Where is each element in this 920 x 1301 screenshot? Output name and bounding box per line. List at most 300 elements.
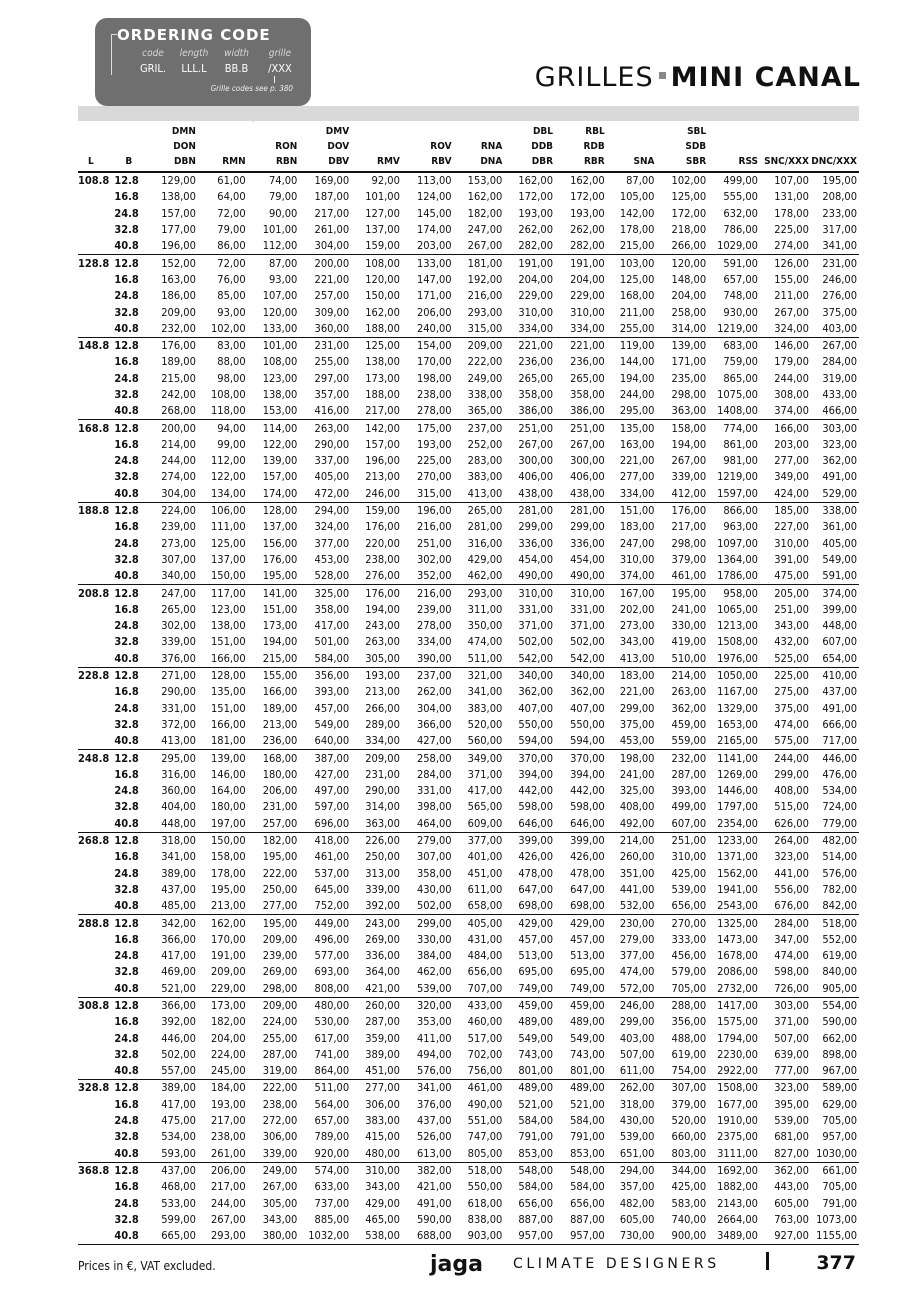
price-cell: 273,00 bbox=[161, 536, 196, 550]
price-cell: 575,00 bbox=[760, 733, 811, 750]
price-cell: 589,00 bbox=[822, 1081, 857, 1095]
price-cell: 430,00 bbox=[619, 1114, 655, 1128]
price-cell: 453,00 bbox=[314, 552, 350, 566]
table-row bbox=[78, 189, 859, 205]
table-row bbox=[78, 1212, 859, 1228]
width-cell: 16.8 bbox=[114, 850, 139, 864]
price-cell: 281,00 bbox=[467, 520, 503, 534]
price-cell: 887,00 bbox=[518, 1212, 554, 1226]
price-cell: 144,00 bbox=[619, 355, 655, 369]
price-cell: 157,00 bbox=[365, 437, 400, 451]
length-cell bbox=[78, 1146, 111, 1163]
price-cell: 743,00 bbox=[518, 1047, 554, 1061]
price-cell: 267,00 bbox=[211, 1212, 246, 1226]
price-cell: 182,00 bbox=[467, 206, 503, 220]
price-cell: 341,00 bbox=[161, 850, 196, 864]
width-cell: 40.8 bbox=[111, 1228, 143, 1245]
price-cell: 217,00 bbox=[211, 1180, 246, 1194]
price-cell: 263,00 bbox=[314, 421, 350, 435]
price-cell: 218,00 bbox=[671, 223, 707, 237]
price-cell: 232,00 bbox=[143, 321, 198, 338]
price-cell: 129,00 bbox=[161, 174, 196, 188]
table-row bbox=[78, 997, 859, 1014]
price-cell: 265,00 bbox=[518, 371, 554, 385]
price-cell: 166,00 bbox=[211, 717, 246, 731]
column-header-line: RSS bbox=[738, 156, 758, 167]
price-cell: 311,00 bbox=[467, 602, 503, 616]
price-cell: 106,00 bbox=[211, 504, 246, 518]
price-cell: 413,00 bbox=[454, 486, 505, 503]
price-cell: 225,00 bbox=[416, 454, 452, 468]
length-cell: 108.8 bbox=[78, 174, 110, 188]
price-cell: 202,00 bbox=[619, 602, 655, 616]
ordering-value-code: GRIL. bbox=[139, 62, 167, 75]
column-header-line: DBN bbox=[174, 156, 196, 167]
price-cell: 194,00 bbox=[619, 371, 655, 385]
price-cell: 759,00 bbox=[723, 355, 758, 369]
column-header-line: SNA bbox=[633, 156, 655, 167]
table-row bbox=[78, 915, 859, 932]
price-cell: 166,00 bbox=[774, 421, 809, 435]
price-cell: 188,00 bbox=[365, 388, 400, 401]
width-cell: 24.8 bbox=[114, 784, 139, 798]
price-cell: 158,00 bbox=[211, 850, 246, 864]
ordering-value-length: LLL.L bbox=[181, 62, 207, 75]
price-cell: 213,00 bbox=[262, 717, 298, 731]
price-cell: 1219,00 bbox=[717, 470, 758, 484]
price-cell: 154,00 bbox=[416, 339, 452, 353]
price-cell: 319,00 bbox=[248, 1063, 300, 1080]
column-header bbox=[708, 124, 760, 172]
length-cell: 308.8 bbox=[78, 998, 110, 1012]
price-cell: 376,00 bbox=[143, 651, 198, 668]
price-cell: 370,00 bbox=[570, 751, 605, 765]
price-cell: 162,00 bbox=[467, 190, 503, 204]
table-row bbox=[78, 1014, 859, 1030]
price-cell: 517,00 bbox=[467, 1031, 503, 1045]
price-cell: 1097,00 bbox=[717, 536, 758, 550]
price-cell: 468,00 bbox=[161, 1180, 196, 1194]
table-row bbox=[78, 832, 859, 849]
price-cell: 295,00 bbox=[161, 751, 196, 765]
price-cell: 200,00 bbox=[161, 421, 196, 435]
price-cell: 123,00 bbox=[211, 602, 246, 616]
width-cell: 24.8 bbox=[114, 866, 139, 880]
column-header-line: RBL bbox=[585, 126, 605, 137]
length-cell bbox=[78, 618, 111, 634]
price-cell: 269,00 bbox=[365, 932, 400, 946]
price-cell: 113,00 bbox=[416, 174, 452, 188]
price-cell: 169,00 bbox=[314, 174, 350, 188]
width-cell: 16.8 bbox=[114, 272, 139, 286]
price-cell: 267,00 bbox=[822, 339, 857, 353]
ordering-tick bbox=[274, 76, 275, 83]
price-cell: 171,00 bbox=[671, 355, 707, 369]
price-cell: 366,00 bbox=[416, 717, 452, 731]
price-cell: 197,00 bbox=[198, 816, 248, 833]
price-cell: 461,00 bbox=[467, 1081, 503, 1095]
price-cell: 209,00 bbox=[365, 751, 400, 765]
price-cell: 406,00 bbox=[570, 470, 605, 484]
price-cell: 334,00 bbox=[416, 635, 452, 649]
price-cell: 191,00 bbox=[518, 256, 554, 270]
price-cell: 398,00 bbox=[416, 800, 452, 814]
price-cell: 318,00 bbox=[619, 1097, 655, 1111]
price-cell: 64,00 bbox=[217, 190, 246, 204]
column-header-line: DBL bbox=[532, 126, 554, 137]
price-cell: 461,00 bbox=[314, 850, 350, 864]
table-row bbox=[78, 701, 859, 717]
column-header-line: SBR bbox=[685, 156, 707, 167]
price-cell: 853,00 bbox=[555, 1146, 607, 1163]
price-cell: 72,00 bbox=[217, 206, 246, 220]
price-cell: 170,00 bbox=[416, 355, 452, 369]
price-cell: 681,00 bbox=[774, 1130, 809, 1144]
price-cell: 114,00 bbox=[262, 421, 298, 435]
price-cell: 383,00 bbox=[365, 1114, 400, 1128]
price-cell: 957,00 bbox=[555, 1228, 607, 1245]
price-cell: 250,00 bbox=[365, 850, 400, 864]
price-cell: 306,00 bbox=[365, 1097, 400, 1111]
price-cell: 139,00 bbox=[211, 751, 246, 765]
price-cell: 271,00 bbox=[161, 669, 196, 683]
price-cell: 749,00 bbox=[504, 981, 555, 998]
column-header-line: RMN bbox=[222, 156, 246, 167]
price-cell: 448,00 bbox=[822, 619, 857, 633]
price-cell: 539,00 bbox=[671, 882, 707, 896]
width-cell: 40.8 bbox=[111, 733, 143, 750]
price-cell: 177,00 bbox=[161, 223, 196, 237]
price-cell: 461,00 bbox=[656, 568, 708, 585]
price-cell: 277,00 bbox=[248, 898, 300, 915]
price-cell: 204,00 bbox=[671, 289, 707, 303]
price-cell: 441,00 bbox=[619, 882, 655, 896]
price-cell: 267,00 bbox=[671, 454, 707, 468]
price-cell: 163,00 bbox=[619, 437, 655, 451]
column-header bbox=[454, 124, 505, 172]
price-cell: 459,00 bbox=[518, 998, 554, 1012]
price-cell: 611,00 bbox=[607, 1063, 657, 1080]
price-cell: 182,00 bbox=[211, 1015, 246, 1029]
price-cell: 247,00 bbox=[467, 223, 503, 237]
length-cell bbox=[78, 354, 111, 370]
price-cell: 334,00 bbox=[607, 486, 657, 503]
price-cell: 382,00 bbox=[416, 1163, 452, 1177]
price-cell: 412,00 bbox=[656, 486, 708, 503]
price-cell: 238,00 bbox=[262, 1097, 298, 1111]
price-cell: 181,00 bbox=[467, 256, 503, 270]
price-cell: 108,00 bbox=[365, 256, 400, 270]
price-cell: 803,00 bbox=[656, 1146, 708, 1163]
price-cell: 313,00 bbox=[365, 866, 400, 880]
length-cell: 208.8 bbox=[78, 586, 110, 600]
price-cell: 76,00 bbox=[217, 272, 246, 286]
price-cell: 299,00 bbox=[416, 916, 452, 930]
price-cell: 244,00 bbox=[774, 371, 809, 385]
price-cell: 310,00 bbox=[518, 305, 554, 319]
price-cell: 513,00 bbox=[518, 949, 554, 963]
price-cell: 466,00 bbox=[811, 403, 859, 420]
price-cell: 206,00 bbox=[211, 1163, 246, 1177]
price-cell: 617,00 bbox=[314, 1031, 350, 1045]
price-cell: 801,00 bbox=[555, 1063, 607, 1080]
price-cell: 842,00 bbox=[811, 898, 859, 915]
price-cell: 1269,00 bbox=[717, 767, 758, 781]
price-cell: 478,00 bbox=[518, 866, 554, 880]
price-cell: 307,00 bbox=[161, 552, 196, 566]
table-row bbox=[78, 585, 859, 602]
price-cell: 577,00 bbox=[314, 949, 350, 963]
column-header-line bbox=[607, 124, 655, 139]
price-cell: 290,00 bbox=[161, 685, 196, 699]
price-cell: 183,00 bbox=[619, 669, 655, 683]
price-cell: 221,00 bbox=[619, 454, 655, 468]
price-cell: 511,00 bbox=[314, 1081, 350, 1095]
price-cell: 176,00 bbox=[671, 504, 707, 518]
price-cell: 174,00 bbox=[248, 486, 300, 503]
price-cell: 137,00 bbox=[262, 520, 298, 534]
column-header-line: SDB bbox=[685, 141, 707, 152]
price-cell: 157,00 bbox=[262, 470, 298, 484]
price-cell: 358,00 bbox=[518, 388, 554, 401]
price-cell: 287,00 bbox=[365, 1015, 400, 1029]
length-cell bbox=[78, 882, 111, 898]
table-row bbox=[78, 1080, 859, 1097]
ordering-note: Grille codes see p. 380 bbox=[210, 84, 293, 93]
column-header-line bbox=[248, 124, 298, 139]
price-cell: 559,00 bbox=[656, 733, 708, 750]
width-cell: 16.8 bbox=[114, 932, 139, 946]
price-cell: 898,00 bbox=[822, 1047, 857, 1061]
price-cell: 521,00 bbox=[570, 1097, 605, 1111]
price-cell: 359,00 bbox=[365, 1031, 400, 1045]
price-cell: 241,00 bbox=[671, 602, 707, 616]
price-cell: 657,00 bbox=[723, 272, 758, 286]
price-cell: 287,00 bbox=[262, 1047, 298, 1061]
table-header bbox=[78, 124, 859, 172]
price-cell: 539,00 bbox=[402, 981, 454, 998]
price-cell: 365,00 bbox=[454, 403, 505, 420]
price-cell: 237,00 bbox=[416, 669, 452, 683]
price-cell: 262,00 bbox=[570, 223, 605, 237]
length-cell bbox=[78, 1212, 111, 1228]
price-cell: 1910,00 bbox=[717, 1114, 758, 1128]
price-cell: 510,00 bbox=[656, 651, 708, 668]
price-cell: 647,00 bbox=[518, 882, 554, 896]
price-cell: 441,00 bbox=[774, 866, 809, 880]
price-cell: 265,00 bbox=[467, 504, 503, 518]
price-cell: 74,00 bbox=[269, 174, 298, 188]
price-cell: 108,00 bbox=[211, 388, 246, 401]
price-cell: 490,00 bbox=[504, 568, 555, 585]
column-header-line bbox=[760, 139, 809, 154]
price-cell: 611,00 bbox=[467, 882, 503, 896]
width-cell: 12.8 bbox=[114, 421, 139, 435]
price-cell: 261,00 bbox=[198, 1146, 248, 1163]
price-cell: 754,00 bbox=[656, 1063, 708, 1080]
price-cell: 646,00 bbox=[555, 816, 607, 833]
price-cell: 386,00 bbox=[555, 403, 607, 420]
price-cell: 756,00 bbox=[454, 1063, 505, 1080]
price-cell: 584,00 bbox=[518, 1114, 554, 1128]
price-cell: 299,00 bbox=[619, 1015, 655, 1029]
price-cell: 304,00 bbox=[416, 701, 452, 715]
ordering-label-code: code bbox=[142, 48, 164, 59]
price-cell: 146,00 bbox=[774, 339, 809, 353]
price-cell: 442,00 bbox=[518, 784, 554, 798]
price-cell: 903,00 bbox=[454, 1228, 505, 1245]
price-cell: 377,00 bbox=[467, 834, 503, 848]
price-cell: 93,00 bbox=[269, 272, 298, 286]
price-cell: 639,00 bbox=[774, 1047, 809, 1061]
price-cell: 166,00 bbox=[198, 651, 248, 668]
width-cell: 40.8 bbox=[111, 651, 143, 668]
price-cell: 438,00 bbox=[555, 486, 607, 503]
price-cell: 640,00 bbox=[299, 733, 351, 750]
price-cell: 489,00 bbox=[518, 1081, 554, 1095]
price-cell: 465,00 bbox=[365, 1212, 400, 1226]
price-cell: 227,00 bbox=[774, 520, 809, 534]
price-cell: 389,00 bbox=[365, 1047, 400, 1061]
price-cell: 550,00 bbox=[467, 1180, 503, 1194]
price-cell: 656,00 bbox=[570, 1196, 605, 1210]
table-row bbox=[78, 948, 859, 964]
table-body bbox=[78, 172, 859, 1245]
ordering-labels bbox=[133, 48, 302, 59]
price-cell: 170,00 bbox=[211, 932, 246, 946]
price-cell: 520,00 bbox=[671, 1114, 707, 1128]
price-cell: 267,00 bbox=[570, 437, 605, 451]
price-cell: 215,00 bbox=[161, 371, 196, 385]
price-cell: 162,00 bbox=[211, 916, 246, 930]
price-cell: 195,00 bbox=[262, 850, 298, 864]
price-cell: 662,00 bbox=[822, 1031, 857, 1045]
table-row bbox=[78, 172, 859, 189]
price-cell: 1213,00 bbox=[717, 619, 758, 633]
width-cell: 32.8 bbox=[114, 800, 139, 814]
price-cell: 145,00 bbox=[416, 206, 452, 220]
price-cell: 239,00 bbox=[416, 602, 452, 616]
price-cell: 443,00 bbox=[774, 1180, 809, 1194]
price-cell: 92,00 bbox=[371, 174, 400, 188]
table-row bbox=[78, 206, 859, 222]
price-cell: 489,00 bbox=[570, 1015, 605, 1029]
price-cell: 494,00 bbox=[416, 1047, 452, 1061]
price-cell: 864,00 bbox=[299, 1063, 351, 1080]
price-cell: 176,00 bbox=[262, 552, 298, 566]
length-cell bbox=[78, 948, 111, 964]
price-cell: 172,00 bbox=[518, 190, 554, 204]
column-header-line: DBR bbox=[531, 156, 554, 167]
price-cell: 518,00 bbox=[822, 916, 857, 930]
price-cell: 171,00 bbox=[416, 289, 452, 303]
price-cell: 310,00 bbox=[619, 552, 655, 566]
price-cell: 278,00 bbox=[416, 619, 452, 633]
price-cell: 231,00 bbox=[262, 800, 298, 814]
width-cell: 16.8 bbox=[114, 520, 139, 534]
price-cell: 214,00 bbox=[671, 669, 707, 683]
price-cell: 99,00 bbox=[217, 437, 246, 451]
price-cell: 967,00 bbox=[811, 1063, 859, 1080]
price-cell: 175,00 bbox=[416, 421, 452, 435]
price-cell: 131,00 bbox=[774, 190, 809, 204]
price-cell: 258,00 bbox=[416, 751, 452, 765]
price-cell: 748,00 bbox=[723, 289, 758, 303]
price-cell: 307,00 bbox=[671, 1081, 707, 1095]
price-cell: 279,00 bbox=[619, 932, 655, 946]
price-cell: 268,00 bbox=[143, 403, 198, 420]
price-cell: 1678,00 bbox=[717, 949, 758, 963]
price-cell: 2732,00 bbox=[708, 981, 760, 998]
column-header bbox=[143, 124, 198, 172]
price-cell: 1065,00 bbox=[717, 602, 758, 616]
price-cell: 417,00 bbox=[161, 1097, 196, 1111]
price-cell: 583,00 bbox=[671, 1196, 707, 1210]
price-cell: 656,00 bbox=[656, 898, 708, 915]
table-row bbox=[78, 321, 859, 338]
price-cell: 457,00 bbox=[314, 701, 350, 715]
column-header-line: DMN bbox=[171, 126, 196, 137]
price-cell: 128,00 bbox=[262, 504, 298, 518]
width-cell: 24.8 bbox=[114, 949, 139, 963]
price-cell: 502,00 bbox=[402, 898, 454, 915]
price-cell: 105,00 bbox=[619, 190, 655, 204]
price-cell: 2543,00 bbox=[708, 898, 760, 915]
price-cell: 590,00 bbox=[822, 1015, 857, 1029]
price-cell: 887,00 bbox=[570, 1212, 605, 1226]
width-cell: 16.8 bbox=[114, 437, 139, 451]
price-cell: 343,00 bbox=[619, 635, 655, 649]
price-cell: 247,00 bbox=[161, 586, 196, 600]
table-row bbox=[78, 304, 859, 320]
price-cell: 375,00 bbox=[774, 701, 809, 715]
width-cell: 32.8 bbox=[114, 965, 139, 979]
table-row bbox=[78, 816, 859, 833]
length-cell bbox=[78, 602, 111, 618]
length-cell bbox=[78, 816, 111, 833]
price-cell: 117,00 bbox=[211, 586, 246, 600]
price-cell: 183,00 bbox=[619, 520, 655, 534]
price-cell: 246,00 bbox=[351, 486, 402, 503]
table-row bbox=[78, 486, 859, 503]
price-cell: 432,00 bbox=[774, 635, 809, 649]
price-cell: 139,00 bbox=[671, 339, 707, 353]
price-cell: 216,00 bbox=[416, 586, 452, 600]
column-header-line: RON bbox=[275, 141, 298, 152]
price-cell: 278,00 bbox=[402, 403, 454, 420]
column-header-line: DNC/XXX bbox=[811, 156, 857, 167]
price-cell: 438,00 bbox=[504, 486, 555, 503]
price-cell: 151,00 bbox=[211, 635, 246, 649]
price-cell: 162,00 bbox=[365, 305, 400, 319]
price-cell: 502,00 bbox=[161, 1047, 196, 1061]
price-cell: 267,00 bbox=[454, 238, 505, 255]
price-cell: 176,00 bbox=[161, 339, 196, 353]
price-cell: 164,00 bbox=[211, 784, 246, 798]
price-cell: 266,00 bbox=[365, 701, 400, 715]
price-cell: 214,00 bbox=[161, 437, 196, 451]
price-cell: 314,00 bbox=[656, 321, 708, 338]
price-cell: 424,00 bbox=[760, 486, 811, 503]
price-cell: 269,00 bbox=[262, 965, 298, 979]
price-cell: 323,00 bbox=[774, 850, 809, 864]
table-row bbox=[78, 1129, 859, 1145]
price-cell: 576,00 bbox=[402, 1063, 454, 1080]
price-cell: 193,00 bbox=[211, 1097, 246, 1111]
price-cell: 488,00 bbox=[671, 1031, 707, 1045]
price-cell: 660,00 bbox=[671, 1130, 707, 1144]
price-cell: 221,00 bbox=[518, 339, 554, 353]
